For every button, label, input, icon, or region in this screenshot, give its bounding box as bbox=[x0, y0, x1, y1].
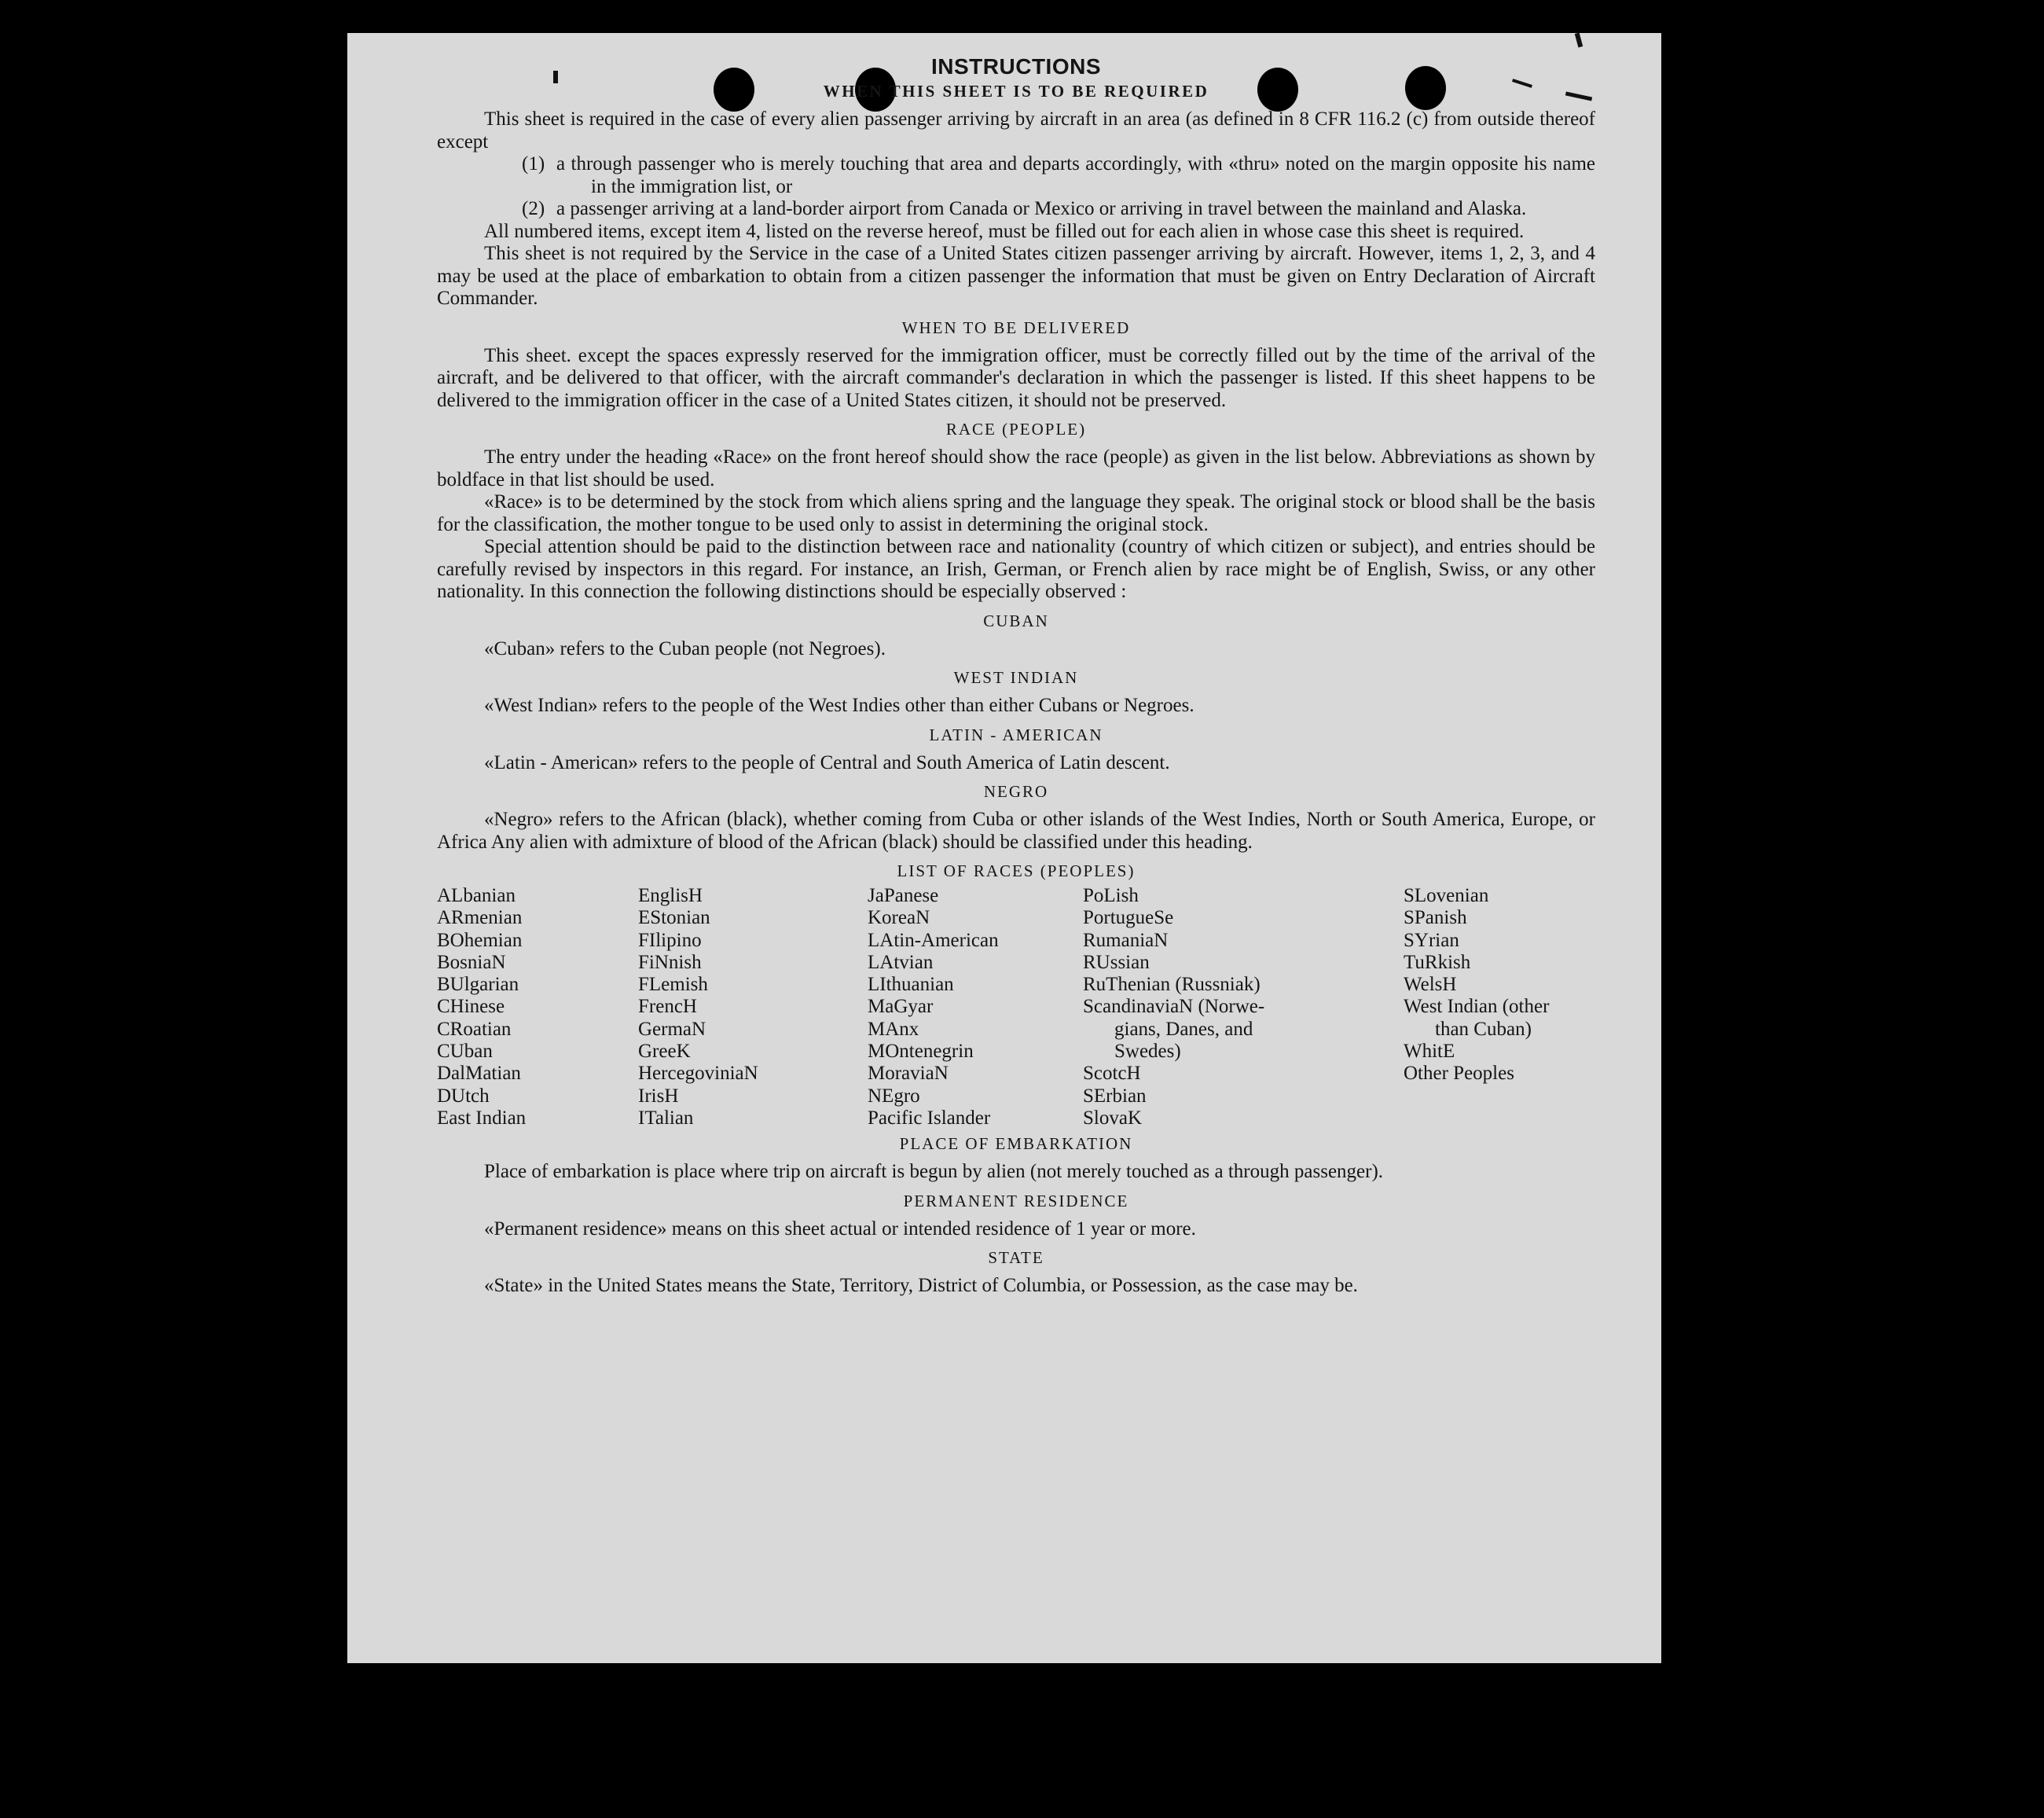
race-entry: CUban bbox=[437, 1041, 493, 1063]
race-entry: Other Peoples bbox=[1404, 1063, 1514, 1085]
race-entry: HercegoviniaN bbox=[638, 1063, 758, 1085]
paragraph: «Latin - American» refers to the people of Central and South America of Latin descent. bbox=[484, 751, 1170, 773]
race-entry: SErbian bbox=[1083, 1085, 1147, 1107]
race-entry: NEgro bbox=[868, 1085, 920, 1107]
race-entry: IrisH bbox=[638, 1085, 679, 1107]
section-required bbox=[437, 80, 1595, 310]
race-entry: RUssian bbox=[1083, 951, 1150, 973]
section-state bbox=[437, 1247, 1595, 1298]
race-entry: DUtch bbox=[437, 1085, 490, 1107]
race-entry: TuRkish bbox=[1404, 951, 1471, 973]
paragraph: Place of embarkation is place where trip on aircraft is begun by alien (not merely touched as a through passenger). bbox=[484, 1161, 1384, 1183]
race-entry: LAtin-American bbox=[868, 929, 999, 951]
race-entry: MAnx bbox=[868, 1018, 919, 1040]
race-entry-continued: Swedes) bbox=[1114, 1041, 1181, 1063]
race-entry: Pacific Islander bbox=[868, 1107, 991, 1129]
races-column bbox=[1083, 885, 1404, 1129]
race-entry: MaGyar bbox=[868, 996, 934, 1018]
section-delivered bbox=[437, 317, 1595, 413]
races-column bbox=[868, 885, 1083, 1129]
section-negro bbox=[437, 780, 1595, 854]
race-entry: MoraviaN bbox=[868, 1063, 949, 1085]
section-heading: WHEN THIS SHEET IS TO BE REQUIRED bbox=[823, 82, 1209, 101]
section-embarkation bbox=[437, 1133, 1595, 1184]
race-entry: KoreaN bbox=[868, 907, 930, 929]
race-entry: ScotcH bbox=[1083, 1063, 1141, 1085]
section-heading: LIST OF RACES (PEOPLES) bbox=[897, 861, 1136, 880]
race-entry: RumaniaN bbox=[1083, 929, 1169, 951]
paragraph: «Race» is to be determined by the stock from which aliens spring and the language they speak. The original stock or blood shall be the basis for the classification, the mother tongue to be used only to assist in determining the original stock. bbox=[437, 491, 1595, 535]
race-entry: FrencH bbox=[638, 996, 697, 1018]
paragraph: «Negro» refers to the African (black), whether coming from Cuba or other islands of the West Indies, North or South America, Europe, or Africa Any alien with admixture of blood of the African (black) should be classified under this heading. bbox=[437, 809, 1595, 853]
race-entry: BOhemian bbox=[437, 929, 523, 951]
instructions-content bbox=[437, 53, 1595, 1298]
race-entry: ScandinaviaN (Norwe- bbox=[1083, 996, 1265, 1018]
race-entry-continued: gians, Danes, and bbox=[1114, 1018, 1253, 1040]
section-west-indian bbox=[437, 667, 1595, 718]
race-entry: LIthuanian bbox=[868, 974, 954, 996]
races-column bbox=[1404, 885, 1595, 1129]
document-sheet bbox=[347, 33, 1661, 1663]
paragraph: All numbered items, except item 4, listed on the reverse hereof, must be filled out for each alien in whose case this sheet is required. bbox=[484, 220, 1525, 242]
item-text: a passenger arriving at a land-border airport from Canada or Mexico or arriving in travel between the mainland and Alaska. bbox=[556, 198, 1527, 219]
races-table bbox=[437, 885, 1595, 1129]
paragraph: This sheet. except the spaces expressly reserved for the immigration officer, must be correctly filled out by the time of the arrival of the aircraft, and be delivered to that officer, with the aircraft commander's declaration in which the passenger is listed. If this sheet happens to be delivered to the immigration officer in the case of a United States citizen, it should not be preserved. bbox=[437, 344, 1595, 411]
section-heading: PERMANENT RESIDENCE bbox=[903, 1191, 1129, 1210]
list-item bbox=[522, 153, 1595, 198]
race-entry: BosniaN bbox=[437, 951, 506, 973]
paragraph: «Permanent residence» means on this sheet actual or intended residence of 1 year or more. bbox=[484, 1218, 1196, 1240]
race-entry: RuThenian (Russniak) bbox=[1083, 974, 1261, 996]
page-title: INSTRUCTIONS bbox=[931, 54, 1101, 79]
section-cuban bbox=[437, 610, 1595, 661]
section-residence bbox=[437, 1190, 1595, 1241]
item-text: a through passenger who is merely touching that area and departs accordingly, with «thru» noted on the margin opposite his name in the immigration list, or bbox=[556, 153, 1595, 197]
race-entry: FIlipino bbox=[638, 929, 702, 951]
section-heading: CUBAN bbox=[983, 611, 1049, 630]
race-entry: PoLish bbox=[1083, 885, 1139, 906]
section-race bbox=[437, 418, 1595, 604]
race-entry: GreeK bbox=[638, 1041, 691, 1063]
item-number: (1) bbox=[522, 153, 545, 174]
section-list-of-races bbox=[437, 860, 1595, 1129]
paragraph: This sheet is not required by the Service in the case of a United States citizen passenger arriving by aircraft. However, items 1, 2, 3, and 4 may be used at the place of embarkation to obtain from a citizen passenger the information that must be given on Entry Declaration of Aircraft Commander. bbox=[437, 243, 1595, 309]
race-entry: GermaN bbox=[638, 1018, 706, 1040]
race-entry: WelsH bbox=[1404, 974, 1457, 996]
paragraph: «West Indian» refers to the people of the West Indies other than either Cubans or Negroes. bbox=[484, 695, 1194, 716]
race-entry: East Indian bbox=[437, 1107, 527, 1129]
race-entry: ITalian bbox=[638, 1107, 694, 1129]
race-entry: WhitE bbox=[1404, 1041, 1455, 1063]
section-heading: WHEN TO BE DELIVERED bbox=[901, 318, 1131, 337]
race-entry: FiNnish bbox=[638, 951, 702, 973]
paragraph: «Cuban» refers to the Cuban people (not Negroes). bbox=[484, 637, 886, 659]
races-column bbox=[437, 885, 638, 1129]
race-entry: FLemish bbox=[638, 974, 708, 996]
race-entry: DalMatian bbox=[437, 1063, 521, 1085]
section-heading: STATE bbox=[988, 1248, 1044, 1268]
item-number: (2) bbox=[522, 198, 545, 219]
race-entry: MOntenegrin bbox=[868, 1041, 974, 1063]
race-entry: SPanish bbox=[1404, 907, 1467, 929]
race-entry: BUlgarian bbox=[437, 974, 519, 996]
section-heading: RACE (PEOPLE) bbox=[945, 420, 1087, 439]
race-entry: EnglisH bbox=[638, 885, 703, 906]
list-item bbox=[522, 198, 1595, 221]
race-entry: SlovaK bbox=[1083, 1107, 1142, 1129]
paragraph: This sheet is required in the case of every alien passenger arriving by aircraft in an area (as defined in 8 CFR 116.2 (c) from outside thereof except bbox=[437, 108, 1595, 152]
race-entry: CRoatian bbox=[437, 1018, 512, 1040]
paragraph: «State» in the United States means the State, Territory, District of Columbia, or Possession, as the case may be. bbox=[484, 1275, 1358, 1297]
race-entry: ALbanian bbox=[437, 885, 516, 906]
race-entry: SYrian bbox=[1404, 929, 1459, 951]
races-column bbox=[638, 885, 868, 1129]
section-latin-american bbox=[437, 724, 1595, 775]
race-entry-continued: than Cuban) bbox=[1435, 1018, 1532, 1040]
race-entry: LAtvian bbox=[868, 951, 934, 973]
section-heading: WEST INDIAN bbox=[953, 668, 1079, 687]
race-entry: CHinese bbox=[437, 996, 505, 1018]
section-heading: LATIN - AMERICAN bbox=[929, 725, 1103, 744]
section-heading: PLACE OF EMBARKATION bbox=[899, 1134, 1133, 1154]
race-entry: PortugueSe bbox=[1083, 907, 1174, 929]
race-entry: West Indian (other bbox=[1404, 996, 1550, 1018]
race-entry: ARmenian bbox=[437, 907, 523, 929]
section-heading: NEGRO bbox=[983, 782, 1049, 801]
scan-speck bbox=[1575, 33, 1583, 48]
paragraph: Special attention should be paid to the distinction between race and nationality (country of which citizen or subject), and entries should be carefully revised by inspectors in this regard. For instance, an Irish, German, or French alien by race might be of English, Swiss, or any other nationality. In this connection the following distinctions should be especially observed : bbox=[437, 536, 1595, 602]
race-entry: SLovenian bbox=[1404, 885, 1489, 906]
race-entry: EStonian bbox=[638, 907, 710, 929]
paragraph: The entry under the heading «Race» on the front hereof should show the race (people) as given in the list below. Abbreviations as shown by boldface in that list should be used. bbox=[437, 446, 1595, 490]
race-entry: JaPanese bbox=[868, 885, 939, 906]
